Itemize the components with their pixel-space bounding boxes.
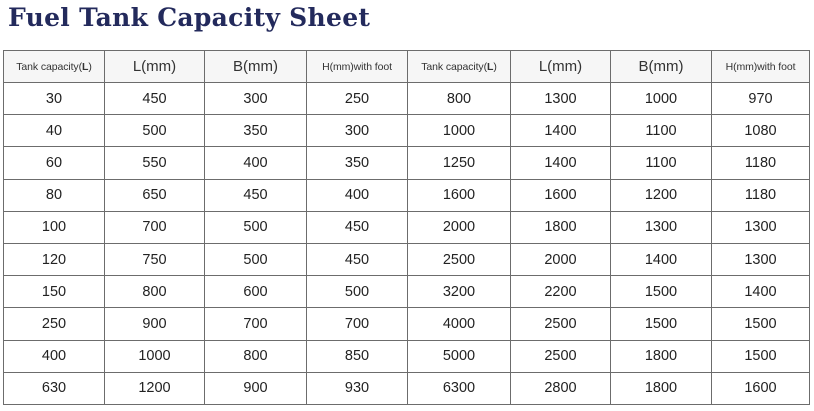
table-row: [4, 115, 810, 147]
cell-height: 250: [307, 83, 408, 115]
cell-tank-capacity: 60: [4, 147, 105, 179]
cell-length: 1600: [511, 179, 611, 211]
cell-breadth: 300: [205, 83, 307, 115]
cell-breadth: 350: [205, 115, 307, 147]
cell-tank-capacity: 5000: [408, 340, 511, 372]
cell-height: 500: [307, 276, 408, 308]
cell-height: 450: [307, 211, 408, 243]
table-row: [4, 276, 810, 308]
cell-breadth: 1100: [611, 115, 712, 147]
cell-tank-capacity: 800: [408, 83, 511, 115]
header-breadth: B(mm): [205, 51, 307, 83]
cell-length: 450: [105, 83, 205, 115]
table-row: [4, 147, 810, 179]
table-row: [4, 243, 810, 275]
cell-height: 350: [307, 147, 408, 179]
header-tank-capacity: Tank capacity(L): [408, 51, 511, 83]
cell-breadth: 450: [205, 179, 307, 211]
cell-length: 1200: [105, 372, 205, 404]
cell-tank-capacity: 1250: [408, 147, 511, 179]
cell-length: 2500: [511, 340, 611, 372]
cell-length: 2800: [511, 372, 611, 404]
cell-length: 1800: [511, 211, 611, 243]
cell-height: 1400: [712, 276, 810, 308]
cell-tank-capacity: 250: [4, 308, 105, 340]
cell-height: 450: [307, 243, 408, 275]
cell-tank-capacity: 4000: [408, 308, 511, 340]
header-tank-capacity: Tank capacity(L): [4, 51, 105, 83]
cell-length: 500: [105, 115, 205, 147]
cell-tank-capacity: 3200: [408, 276, 511, 308]
cell-breadth: 1400: [611, 243, 712, 275]
cell-tank-capacity: 150: [4, 276, 105, 308]
cell-breadth: 900: [205, 372, 307, 404]
cell-tank-capacity: 40: [4, 115, 105, 147]
table-row: [4, 308, 810, 340]
cell-breadth: 1500: [611, 276, 712, 308]
cell-breadth: 600: [205, 276, 307, 308]
cell-breadth: 400: [205, 147, 307, 179]
cell-breadth: 1100: [611, 147, 712, 179]
page-title: Fuel Tank Capacity Sheet: [8, 3, 371, 32]
table-row: [4, 340, 810, 372]
cell-height: 1180: [712, 179, 810, 211]
cell-breadth: 500: [205, 243, 307, 275]
header-breadth: B(mm): [611, 51, 712, 83]
cell-height: 1180: [712, 147, 810, 179]
header-length: L(mm): [511, 51, 611, 83]
cell-length: 750: [105, 243, 205, 275]
header-height-with-foot: H(mm)with foot: [307, 51, 408, 83]
cell-length: 1400: [511, 147, 611, 179]
cell-height: 1500: [712, 340, 810, 372]
header-row: [4, 51, 810, 83]
cell-tank-capacity: 400: [4, 340, 105, 372]
cell-tank-capacity: 2000: [408, 211, 511, 243]
cell-length: 2000: [511, 243, 611, 275]
cell-tank-capacity: 2500: [408, 243, 511, 275]
cell-height: 930: [307, 372, 408, 404]
cell-tank-capacity: 100: [4, 211, 105, 243]
cell-height: 300: [307, 115, 408, 147]
cell-breadth: 500: [205, 211, 307, 243]
cell-height: 970: [712, 83, 810, 115]
cell-breadth: 700: [205, 308, 307, 340]
header-length: L(mm): [105, 51, 205, 83]
cell-height: 400: [307, 179, 408, 211]
cell-length: 650: [105, 179, 205, 211]
cell-breadth: 1800: [611, 372, 712, 404]
cell-length: 1300: [511, 83, 611, 115]
cell-breadth: 1800: [611, 340, 712, 372]
cell-length: 2200: [511, 276, 611, 308]
cell-tank-capacity: 1000: [408, 115, 511, 147]
cell-tank-capacity: 6300: [408, 372, 511, 404]
cell-height: 1300: [712, 243, 810, 275]
cell-tank-capacity: 30: [4, 83, 105, 115]
table-row: [4, 211, 810, 243]
cell-tank-capacity: 1600: [408, 179, 511, 211]
cell-length: 1000: [105, 340, 205, 372]
cell-length: 1400: [511, 115, 611, 147]
cell-height: 700: [307, 308, 408, 340]
cell-breadth: 1200: [611, 179, 712, 211]
cell-height: 1080: [712, 115, 810, 147]
cell-height: 1500: [712, 308, 810, 340]
table-row: [4, 179, 810, 211]
cell-breadth: 800: [205, 340, 307, 372]
table-body: [4, 83, 810, 405]
capacity-table: [3, 50, 810, 405]
cell-breadth: 1500: [611, 308, 712, 340]
cell-length: 900: [105, 308, 205, 340]
cell-length: 700: [105, 211, 205, 243]
cell-breadth: 1300: [611, 211, 712, 243]
cell-length: 2500: [511, 308, 611, 340]
cell-height: 1300: [712, 211, 810, 243]
cell-breadth: 1000: [611, 83, 712, 115]
cell-height: 850: [307, 340, 408, 372]
cell-length: 550: [105, 147, 205, 179]
cell-tank-capacity: 630: [4, 372, 105, 404]
cell-height: 1600: [712, 372, 810, 404]
table-row: [4, 372, 810, 404]
header-height-with-foot: H(mm)with foot: [712, 51, 810, 83]
cell-tank-capacity: 80: [4, 179, 105, 211]
cell-tank-capacity: 120: [4, 243, 105, 275]
table-row: [4, 83, 810, 115]
cell-length: 800: [105, 276, 205, 308]
